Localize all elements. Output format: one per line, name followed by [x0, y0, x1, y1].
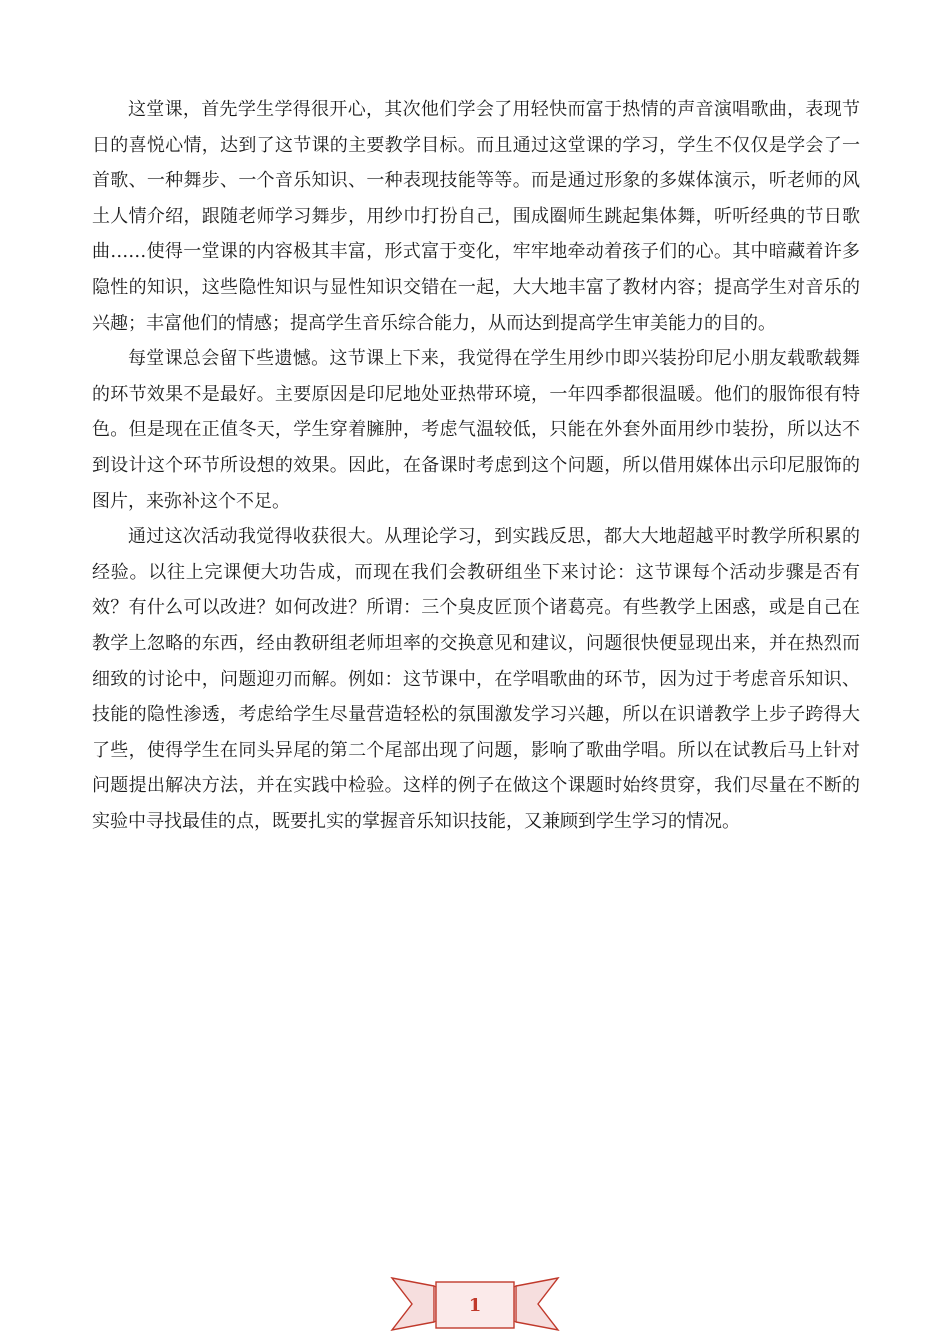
page-number: 1	[468, 1295, 482, 1316]
paragraph-3: 通过这次活动我觉得收获很大。从理论学习，到实践反思，都大大地超越平时教学所积累的经验。以往上完课便大功告成，而现在我们会教研组坐下来讨论：这节课每个活动步骤是否有效？有什么可以改进？如何改进？所谓：三个臭皮匠顶个诸葛亮。有些教学上困惑，或是自己在教学上忽略的东西，经由教研组老师坦率的交换意见和建议，问题很快便显现出来，并在热烈而细致的讨论中，问题迎刃而解。例如：这节课中，在学唱歌曲的环节，因为过于考虑音乐知识、技能的隐性渗透，考虑给学生尽量营造轻松的氛围激发学习兴趣，所以在识谱教学上步子跨得大了些，使得学生在同头异尾的第二个尾部出现了问题，影响了歌曲学唱。所以在试教后马上针对问题提出解决方法，并在实践中检验。这样的例子在做这个课题时始终贯穿，我们尽量在不断的实验中寻找最佳的点，既要扎实的掌握音乐知识技能，又兼顾到学生学习的情况。	[92, 526, 860, 832]
paragraph-2: 每堂课总会留下些遗憾。这节课上下来，我觉得在学生用纱巾即兴装扮印尼小朋友载歌载舞的环节效果不是最好。主要原因是印尼地处亚热带环境，一年四季都很温暖。他们的服饰很有特色。但是现在正值冬天，学生穿着臃肿，考虑气温较低，只能在外套外面用纱巾装扮，所以达不到设计这个环节所设想的效果。因此，在备课时考虑到这个问题，所以借用媒体出示印尼服饰的图片，来弥补这个不足。	[92, 348, 860, 512]
paragraph-1: 这堂课，首先学生学得很开心，其次他们学会了用轻快而富于热情的声音演唱歌曲，表现节日的喜悦心情，达到了这节课的主要教学目标。而且通过这堂课的学习，学生不仅仅是学会了一首歌、一种舞步、一个音乐知识、一种表现技能等等。而是通过形象的多媒体演示，听老师的风土人情介绍，跟随老师学习舞步，用纱巾打扮自己，围成圈师生跳起集体舞，听听经典的节日歌曲……使得一堂课的内容极其丰富，形式富于变化，牢牢地牵动着孩子们的心。其中暗藏着许多隐性的知识，这些隐性知识与显性知识交错在一起，大大地丰富了教材内容；提高学生对音乐的兴趣；丰富他们的情感；提高学生音乐综合能力，从而达到提高学生审美能力的目的。	[92, 99, 860, 334]
page-footer	[390, 1272, 560, 1338]
document-body	[92, 92, 860, 839]
